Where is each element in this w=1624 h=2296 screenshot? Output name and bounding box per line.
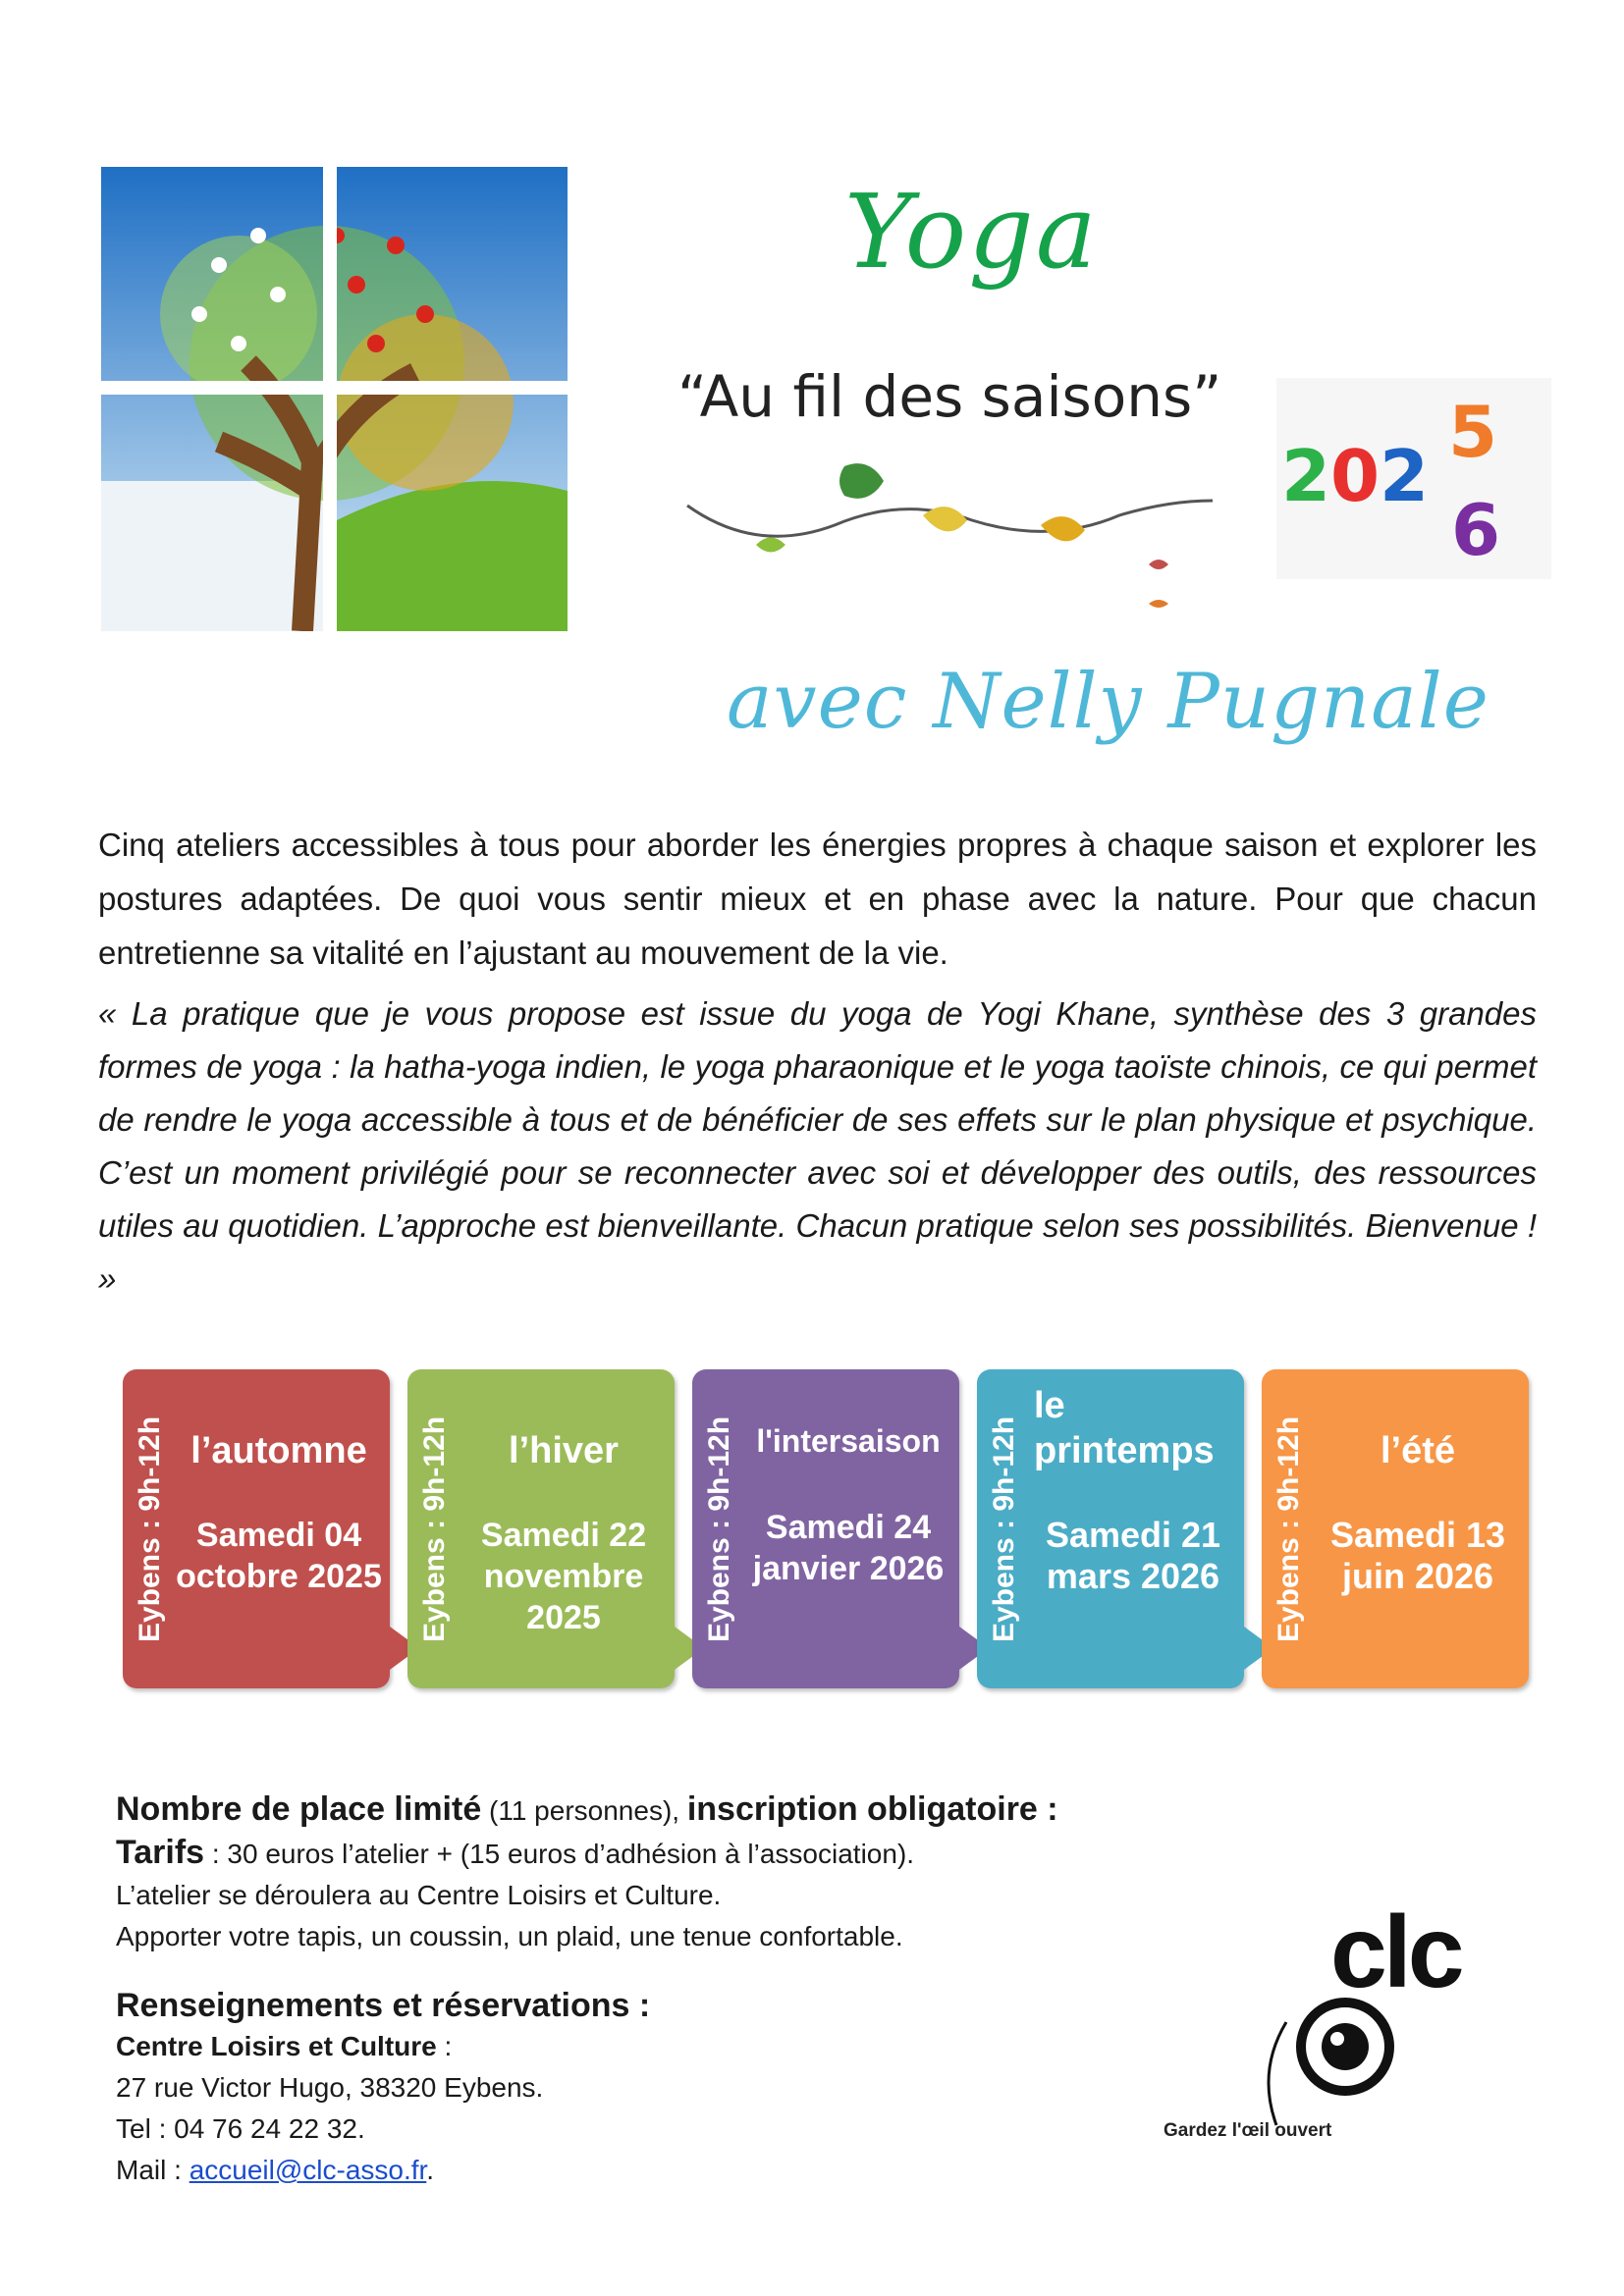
year-digit: 2 [1380, 435, 1430, 517]
session-date: Samedi 04 octobre 2025 [176, 1517, 382, 1595]
session-date: Samedi 21 mars 2026 [1045, 1515, 1221, 1596]
session-season: le printemps [1034, 1385, 1215, 1471]
session-card-autumn [123, 1369, 390, 1688]
session-date: Samedi 22 novembre 2025 [480, 1517, 647, 1636]
places-line: Nombre de place limité (11 personnes), inscription obligatoire : [116, 1790, 1058, 1828]
session-season: l’hiver [509, 1430, 619, 1471]
session-location-time: Eybens : 9h-12h [134, 1415, 166, 1642]
session-location-time: Eybens : 9h-12h [988, 1415, 1020, 1642]
session-location-time: Eybens : 9h-12h [1272, 1415, 1305, 1642]
year-digit: 6 [1451, 489, 1501, 571]
session-card-intersaison [692, 1369, 959, 1688]
year-2025-2026-image [1276, 378, 1551, 579]
tel-line: Tel : 04 76 24 22 32. [116, 2113, 365, 2144]
session-date: Samedi 24 janvier 2026 [752, 1509, 945, 1587]
location-line: L’atelier se déroulera au Centre Loisirs et Culture. [116, 1880, 722, 1910]
email-link[interactable]: accueil@clc-asso.fr [189, 2155, 427, 2185]
session-card-spring [977, 1369, 1244, 1688]
year-digit: 0 [1330, 435, 1380, 517]
session-season: l'intersaison [756, 1423, 941, 1459]
address-line: 27 rue Victor Hugo, 38320 Eybens. [116, 2072, 544, 2103]
sessions-timeline [123, 1369, 1527, 1693]
session-location-time: Eybens : 9h-12h [703, 1415, 735, 1642]
title-yoga: Yoga [844, 172, 1099, 292]
org-name-line: Centre Loisirs et Culture : [116, 2031, 453, 2061]
session-season: l’automne [190, 1430, 367, 1471]
year-digit: 5 [1448, 391, 1498, 473]
bring-line: Apporter votre tapis, un coussin, un plaid, une tenue confortable. [116, 1921, 903, 1951]
subtitle: “Au fil des saisons” [677, 363, 1222, 430]
quote-paragraph: « La pratique que je vous propose est issue du yoga de Yogi Khane, synthèse des 3 grandes formes de yoga : la hatha-yoga indien, le yoga pharaonique et le yoga taoïste chinois, ce qui permet de rendre le yoga accessible à tous et de bénéficier de ses effets sur le plan physique et psychique. C’est un moment privilégié pour se reconnecter avec soi et développer des outils, des ressources utiles au quotidien. L’approche est bienveillante. Chacun pratique selon ses possibilités. Bienvenue ! » [98, 995, 1537, 1297]
tarifs-line: Tarifs : 30 euros l’atelier + (15 euros d’adhésion à l’association). [116, 1834, 915, 1871]
session-season: l’été [1380, 1430, 1456, 1471]
session-card-winter [407, 1369, 675, 1688]
contact-heading: Renseignements et réservations : [116, 1987, 651, 2024]
clc-logo-text: clc [1330, 1896, 1461, 2009]
session-location-time: Eybens : 9h-12h [418, 1415, 451, 1642]
leaf-vine-decoration [677, 447, 1227, 623]
year-digit: 2 [1281, 435, 1331, 517]
practical-info [116, 1789, 1196, 2191]
clc-tagline: Gardez l'œil ouvert [1164, 2120, 1332, 2141]
session-card-summer [1262, 1369, 1529, 1688]
mail-line: Mail : accueil@clc-asso.fr. [116, 2155, 435, 2185]
four-seasons-tree-image [101, 167, 568, 631]
author-line: avec Nelly Pugnale [727, 658, 1489, 746]
session-date: Samedi 13 juin 2026 [1329, 1515, 1506, 1596]
intro-paragraph: Cinq ateliers accessibles à tous pour aborder les énergies propres à chaque saison et explorer les postures adaptées. De quoi vous sentir mieux et en phase avec la nature. Pour que chacun entretienne sa vitalité en l’ajustant au mouvement de la vie. [98, 827, 1537, 971]
